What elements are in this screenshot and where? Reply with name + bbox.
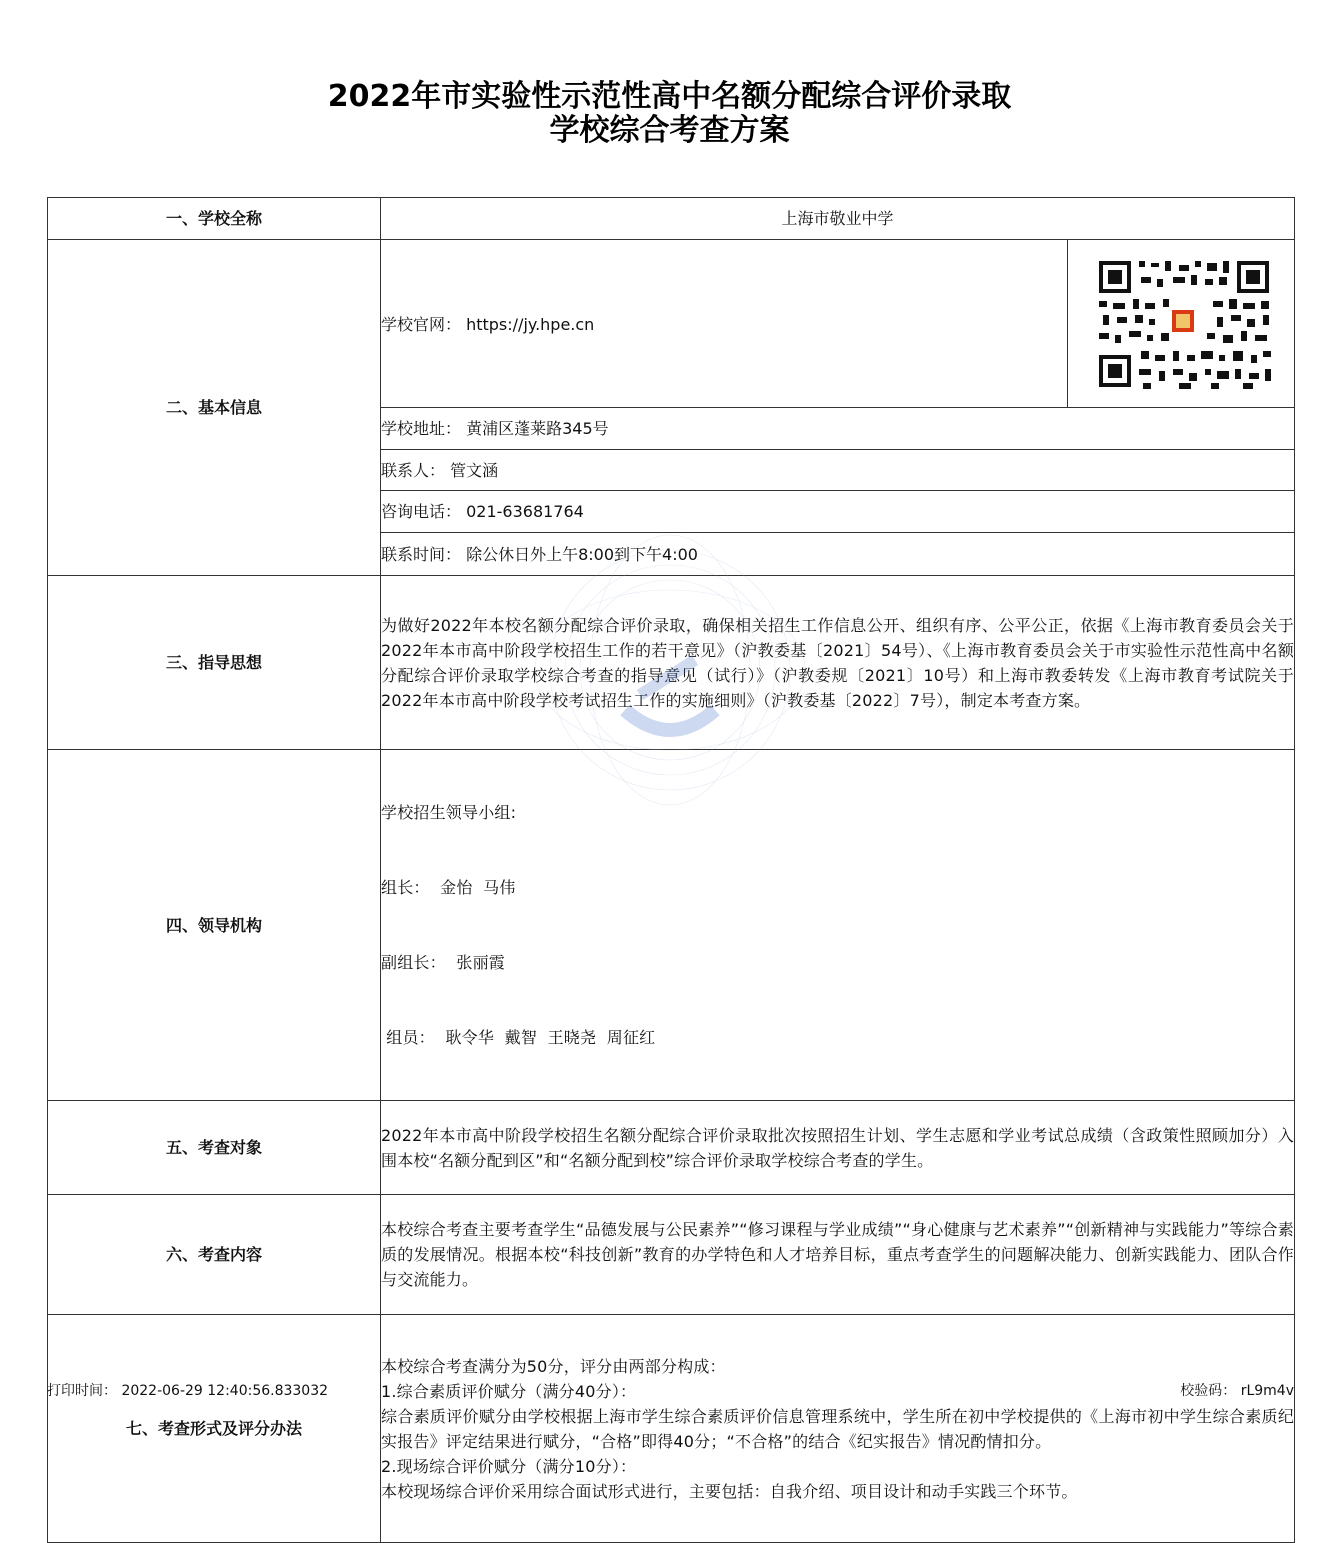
label-leadership: 四、领导机构 xyxy=(48,750,381,1101)
leadership-line: 组长： 金怡 马伟 xyxy=(381,878,516,897)
scoring-line: 1.综合素质评价赋分（满分40分）： xyxy=(381,1381,637,1401)
print-time: 打印时间： 2022-06-29 12:40:56.833032 xyxy=(47,1383,329,1399)
label-basic-info: 二、基本信息 xyxy=(48,240,381,576)
leadership-line: 学校招生领导小组: xyxy=(381,803,517,822)
plan-table xyxy=(47,197,1295,1543)
qr-code-cell xyxy=(1068,240,1295,408)
scoring-line: 综合素质评价赋分由学校根据上海市学生综合素质评价信息管理系统中，学生所在初中学校提供的《上海市初中学生综合素质纪实报告》评定结果进行赋分，“合格”即得40分；“不合格”的结合《纪实报告》情况酌情扣分。 xyxy=(381,1406,1295,1451)
row-leadership xyxy=(48,750,1295,1101)
row-website xyxy=(48,240,1295,408)
school-website: 学校官网： https://jy.hpe.cn xyxy=(381,240,1068,408)
guiding-text: 为做好2022年本校名额分配综合评价录取，确保相关招生工作信息公开、组织有序、公平公正，依据《上海市教育委员会关于2022年本市高中阶段学校招生工作的若干意见》（沪教委基〔2021〕54号）、《上海市教育委员会关于市实验性示范性高中名额分配综合评价录取学校综合考查的指导意见（试行）》（沪教委规〔2021〕10号）和上海市教委转发《上海市教育考试院关于2022年本市高中阶段学校考试招生工作的实施细则》（沪教委基〔2022〕7号），制定本考查方案。 xyxy=(381,576,1295,750)
row-content xyxy=(48,1195,1295,1315)
title-line-2: 学校综合考查方案 xyxy=(549,113,790,148)
contact-person: 联系人： 管文涵 xyxy=(381,450,1295,491)
row-school-name xyxy=(48,198,1295,240)
scoring-text xyxy=(381,1315,1295,1543)
contact-phone: 咨询电话： 021-63681764 xyxy=(381,491,1295,533)
leadership-line: 组员： 耿令华 戴智 王晓尧 周征红 xyxy=(381,1028,656,1047)
school-address: 学校地址： 黄浦区蓬莱路345号 xyxy=(381,408,1295,450)
content-text: 本校综合考查主要考查学生“品德发展与公民素养”“修习课程与学业成绩”“身心健康与艺术素养”“创新精神与实践能力”等综合素质的发展情况。根据本校“科技创新”教育的办学特色和人才培养目标，重点考查学生的问题解决能力、创新实践能力、团队合作与交流能力。 xyxy=(381,1195,1295,1315)
label-content: 六、考查内容 xyxy=(48,1195,381,1315)
leadership-list xyxy=(381,750,1295,1101)
leadership-line: 副组长： 张丽霞 xyxy=(381,953,505,972)
row-guiding xyxy=(48,576,1295,750)
row-subjects xyxy=(48,1101,1295,1195)
contact-hours: 联系时间： 除公休日外上午8:00到下午4:00 xyxy=(381,533,1295,576)
row-scoring xyxy=(48,1315,1295,1543)
document-title xyxy=(0,80,1339,148)
value-school-name: 上海市敬业中学 xyxy=(381,198,1295,240)
check-code: 校验码： rL9m4v xyxy=(1180,1383,1294,1399)
scoring-line: 2.现场综合评价赋分（满分10分）： xyxy=(381,1456,637,1476)
scoring-line: 本校综合考查满分为50分，评分由两部分构成： xyxy=(381,1356,726,1376)
label-guiding: 三、指导思想 xyxy=(48,576,381,750)
qr-code-icon xyxy=(1083,251,1279,397)
label-school-name: 一、学校全称 xyxy=(48,198,381,240)
label-subjects: 五、考查对象 xyxy=(48,1101,381,1195)
subjects-text: 2022年本市高中阶段学校招生名额分配综合评价录取批次按照招生计划、学生志愿和学业考试总成绩（含政策性照顾加分）入围本校“名额分配到区”和“名额分配到校”综合评价录取学校综合考查的学生。 xyxy=(381,1101,1295,1195)
label-scoring: 七、考查形式及评分办法 xyxy=(48,1315,381,1543)
title-line-1: 2022年市实验性示范性高中名额分配综合评价录取 xyxy=(327,79,1012,114)
scoring-line: 本校现场综合评价采用综合面试形式进行，主要包括：自我介绍、项目设计和动手实践三个环节。 xyxy=(381,1481,1078,1501)
